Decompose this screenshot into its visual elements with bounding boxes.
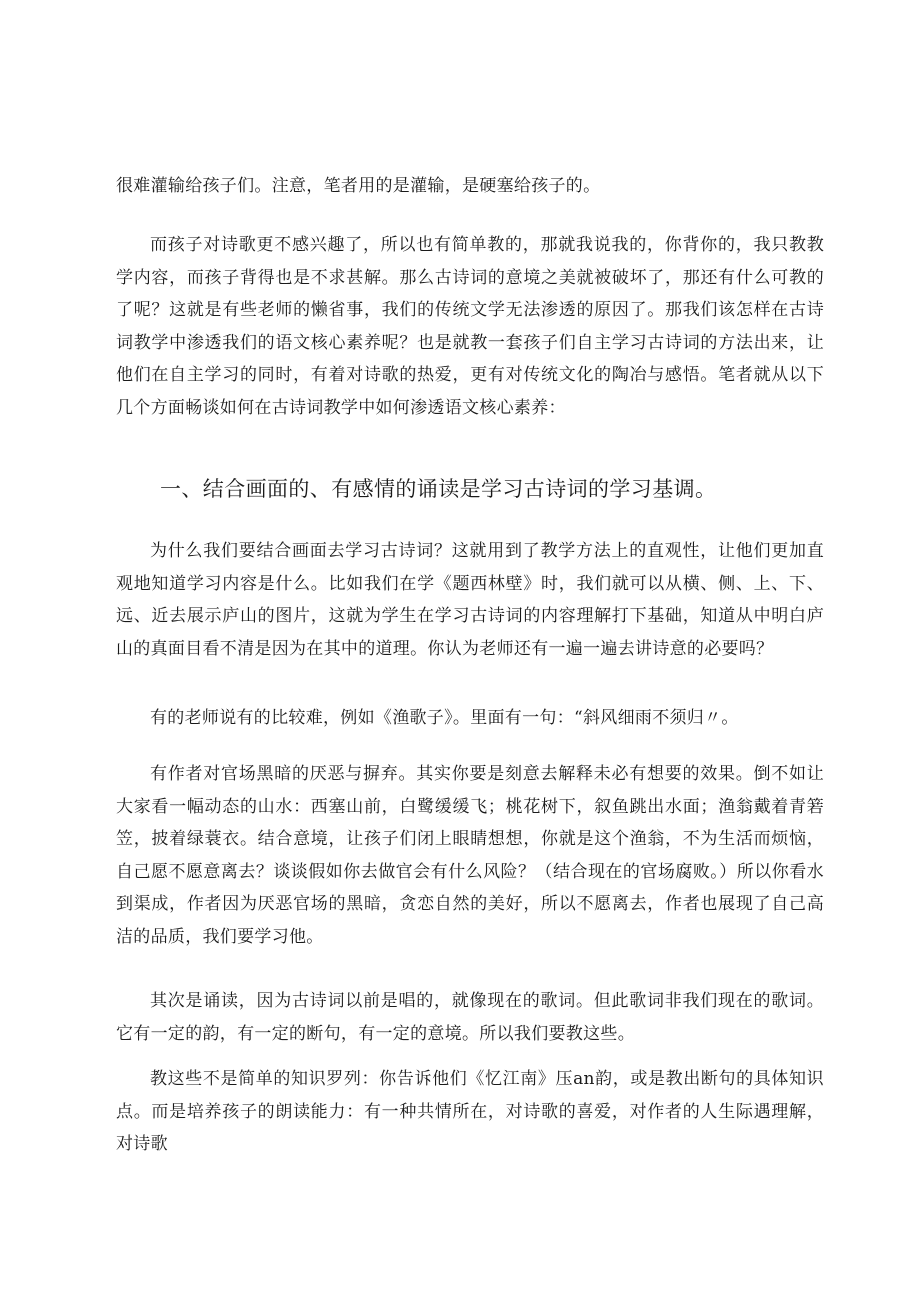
paragraph-reading-ability: 教这些不是简单的知识罗列：你告诉他们《忆江南》压an韵，或是教出断句的具体知识点。而是培养孩子的朗读能力：有一种共情所在，对诗歌的喜爱，对作者的人生际遇理解，对诗歌	[116, 1069, 824, 1154]
paragraph-continuation: 很难灌输给孩子们。注意，笔者用的是灌输，是硬塞给孩子的。	[116, 176, 601, 196]
paragraph-yugezi-example: 有的老师说有的比较难，例如《渔歌子》。里面有一句：“斜风细雨不须归〃。	[150, 708, 739, 728]
paragraph-visual-learning: 为什么我们要结合画面去学习古诗词？这就用到了教学方法上的直观性，让他们更加直观地知道学习内容是什么。比如我们在学《题西林壁》时，我们就可以从横、侧、上、下、远、近去展示庐山的图片，这就为学生在学习古诗词的内容理解打下基础，知道从中明白庐山的真面目看不清是因为在其中的道理。你认为老师还有一遍一遍去讲诗意的必要吗？	[116, 541, 824, 659]
paragraph-recitation: 其次是诵读，因为古诗词以前是唱的，就像现在的歌词。但此歌词非我们现在的歌词。它有一定的韵，有一定的断句，有一定的意境。所以我们要教这些。	[116, 991, 824, 1044]
paragraph-fisherman-imagery: 有作者对官场黑暗的厌恶与摒弃。其实你要是刻意去解释未必有想要的效果。倒不如让大家看一幅动态的山水：西塞山前，白鹭缓缓飞；桃花树下，叙鱼跳出水面；渔翁戴着青箬笠，披着绿蓑衣。结合意境，让孩子们闭上眼睛想想，你就是这个渔翁，不为生活而烦恼，自己愿不愿意离去？谈谈假如你去做官会有什么风险？（结合现在的官场腐败。）所以你看水到渠成，作者因为厌恶官场的黑暗，贪恋自然的美好，所以不愿离去，作者也展现了自己高洁的品质，我们要学习他。	[116, 764, 824, 947]
section-heading-one: 一、结合画面的、有感情的诵读是学习古诗词的学习基调。	[160, 477, 717, 501]
paragraph-teaching-problem: 而孩子对诗歌更不感兴趣了，所以也有简单教的，那就我说我的，你背你的，我只教教学内容，而孩子背得也是不求甚解。那么古诗词的意境之美就被破坏了，那还有什么可教的了呢？这就是有些老师的懒省事，我们的传统文学无法渗透的原因了。那我们该怎样在古诗词教学中渗透我们的语文核心素养呢？也是就教一套孩子们自主学习古诗词的方法出来，让他们在自主学习的同时，有着对诗歌的热爱，更有对传统文化的陶冶与感悟。笔者就从以下几个方面畅谈如何在古诗词教学中如何渗透语文核心素养：	[116, 235, 824, 418]
